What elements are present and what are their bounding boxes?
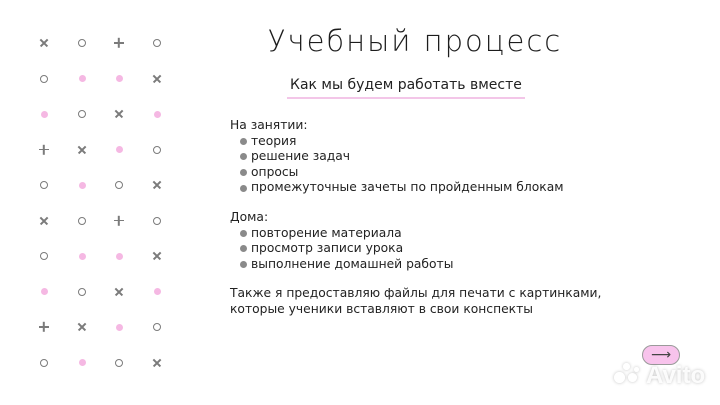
pink-dot-icon xyxy=(75,356,89,370)
pink-dot-icon xyxy=(75,178,89,192)
cross-icon xyxy=(112,285,126,299)
decorative-pattern xyxy=(0,0,200,405)
note-line-2: которые ученики вставляют в свои конспекты xyxy=(230,301,533,316)
cross-icon xyxy=(150,178,164,192)
plus-icon xyxy=(37,320,51,334)
list-item-text: опросы xyxy=(251,164,299,179)
cross-icon xyxy=(75,143,89,157)
cross-icon xyxy=(37,36,51,50)
bullet-icon xyxy=(240,169,247,176)
watermark-text: Avito xyxy=(646,362,706,389)
ring-icon xyxy=(75,214,89,228)
bullet-icon xyxy=(240,230,247,237)
in-class-list xyxy=(240,134,700,196)
bullet-icon xyxy=(240,245,247,252)
bullet-icon xyxy=(240,185,247,192)
ring-icon xyxy=(150,143,164,157)
ring-icon xyxy=(75,36,89,50)
pink-dot-icon xyxy=(75,249,89,263)
avito-watermark xyxy=(614,362,705,390)
list-item xyxy=(240,257,700,273)
list-item xyxy=(240,226,700,242)
pink-dot-icon xyxy=(150,107,164,121)
ring-icon xyxy=(75,285,89,299)
list-item xyxy=(240,134,700,150)
list-item-text: просмотр записи урока xyxy=(251,241,404,256)
slide-subtitle: Как мы будем работать вместе xyxy=(287,75,525,99)
pink-dot-icon xyxy=(150,285,164,299)
at-home-list xyxy=(240,226,700,273)
slide-title: Учебный процесс xyxy=(267,24,563,58)
bullet-icon xyxy=(240,138,247,145)
ring-icon xyxy=(112,356,126,370)
ring-icon xyxy=(112,178,126,192)
cross-icon xyxy=(150,356,164,370)
list-item-text: теория xyxy=(251,133,297,148)
ring-icon xyxy=(37,72,51,86)
pink-dot-icon xyxy=(75,72,89,86)
cross-icon xyxy=(37,214,51,228)
at-home-heading: Дома: xyxy=(230,209,269,224)
list-item-text: выполнение домашней работы xyxy=(251,256,454,271)
bullet-icon xyxy=(240,153,247,160)
list-item-text: промежуточные зачеты по пройденным блокам xyxy=(251,180,564,195)
list-item xyxy=(240,241,700,257)
pink-dot-icon xyxy=(112,320,126,334)
note-line-1: Также я предоставляю файлы для печати с картинками, xyxy=(230,286,602,301)
cross-icon xyxy=(150,249,164,263)
arrow-right-icon: ⟶ xyxy=(650,347,672,363)
avito-logo-icon xyxy=(614,363,642,389)
bullet-icon xyxy=(240,261,247,268)
pink-dot-icon xyxy=(112,72,126,86)
pink-dot-icon xyxy=(112,143,126,157)
ring-icon xyxy=(37,356,51,370)
pink-dot-icon xyxy=(37,285,51,299)
plus-icon xyxy=(112,36,126,50)
ring-icon xyxy=(150,36,164,50)
plus-icon xyxy=(37,143,51,157)
ring-icon xyxy=(37,178,51,192)
list-item-text: повторение материала xyxy=(251,225,402,240)
slide-content xyxy=(230,118,700,318)
ring-icon xyxy=(150,320,164,334)
list-item xyxy=(240,149,700,165)
in-class-heading: На занятии: xyxy=(230,118,308,132)
pink-dot-icon xyxy=(112,249,126,263)
list-item-text: решение задач xyxy=(251,149,351,164)
list-item xyxy=(240,165,700,181)
cross-icon xyxy=(112,107,126,121)
ring-icon xyxy=(37,249,51,263)
plus-icon xyxy=(112,214,126,228)
cross-icon xyxy=(150,72,164,86)
list-item xyxy=(240,180,700,196)
pink-dot-icon xyxy=(37,107,51,121)
ring-icon xyxy=(150,214,164,228)
ring-icon xyxy=(75,107,89,121)
cross-icon xyxy=(75,320,89,334)
